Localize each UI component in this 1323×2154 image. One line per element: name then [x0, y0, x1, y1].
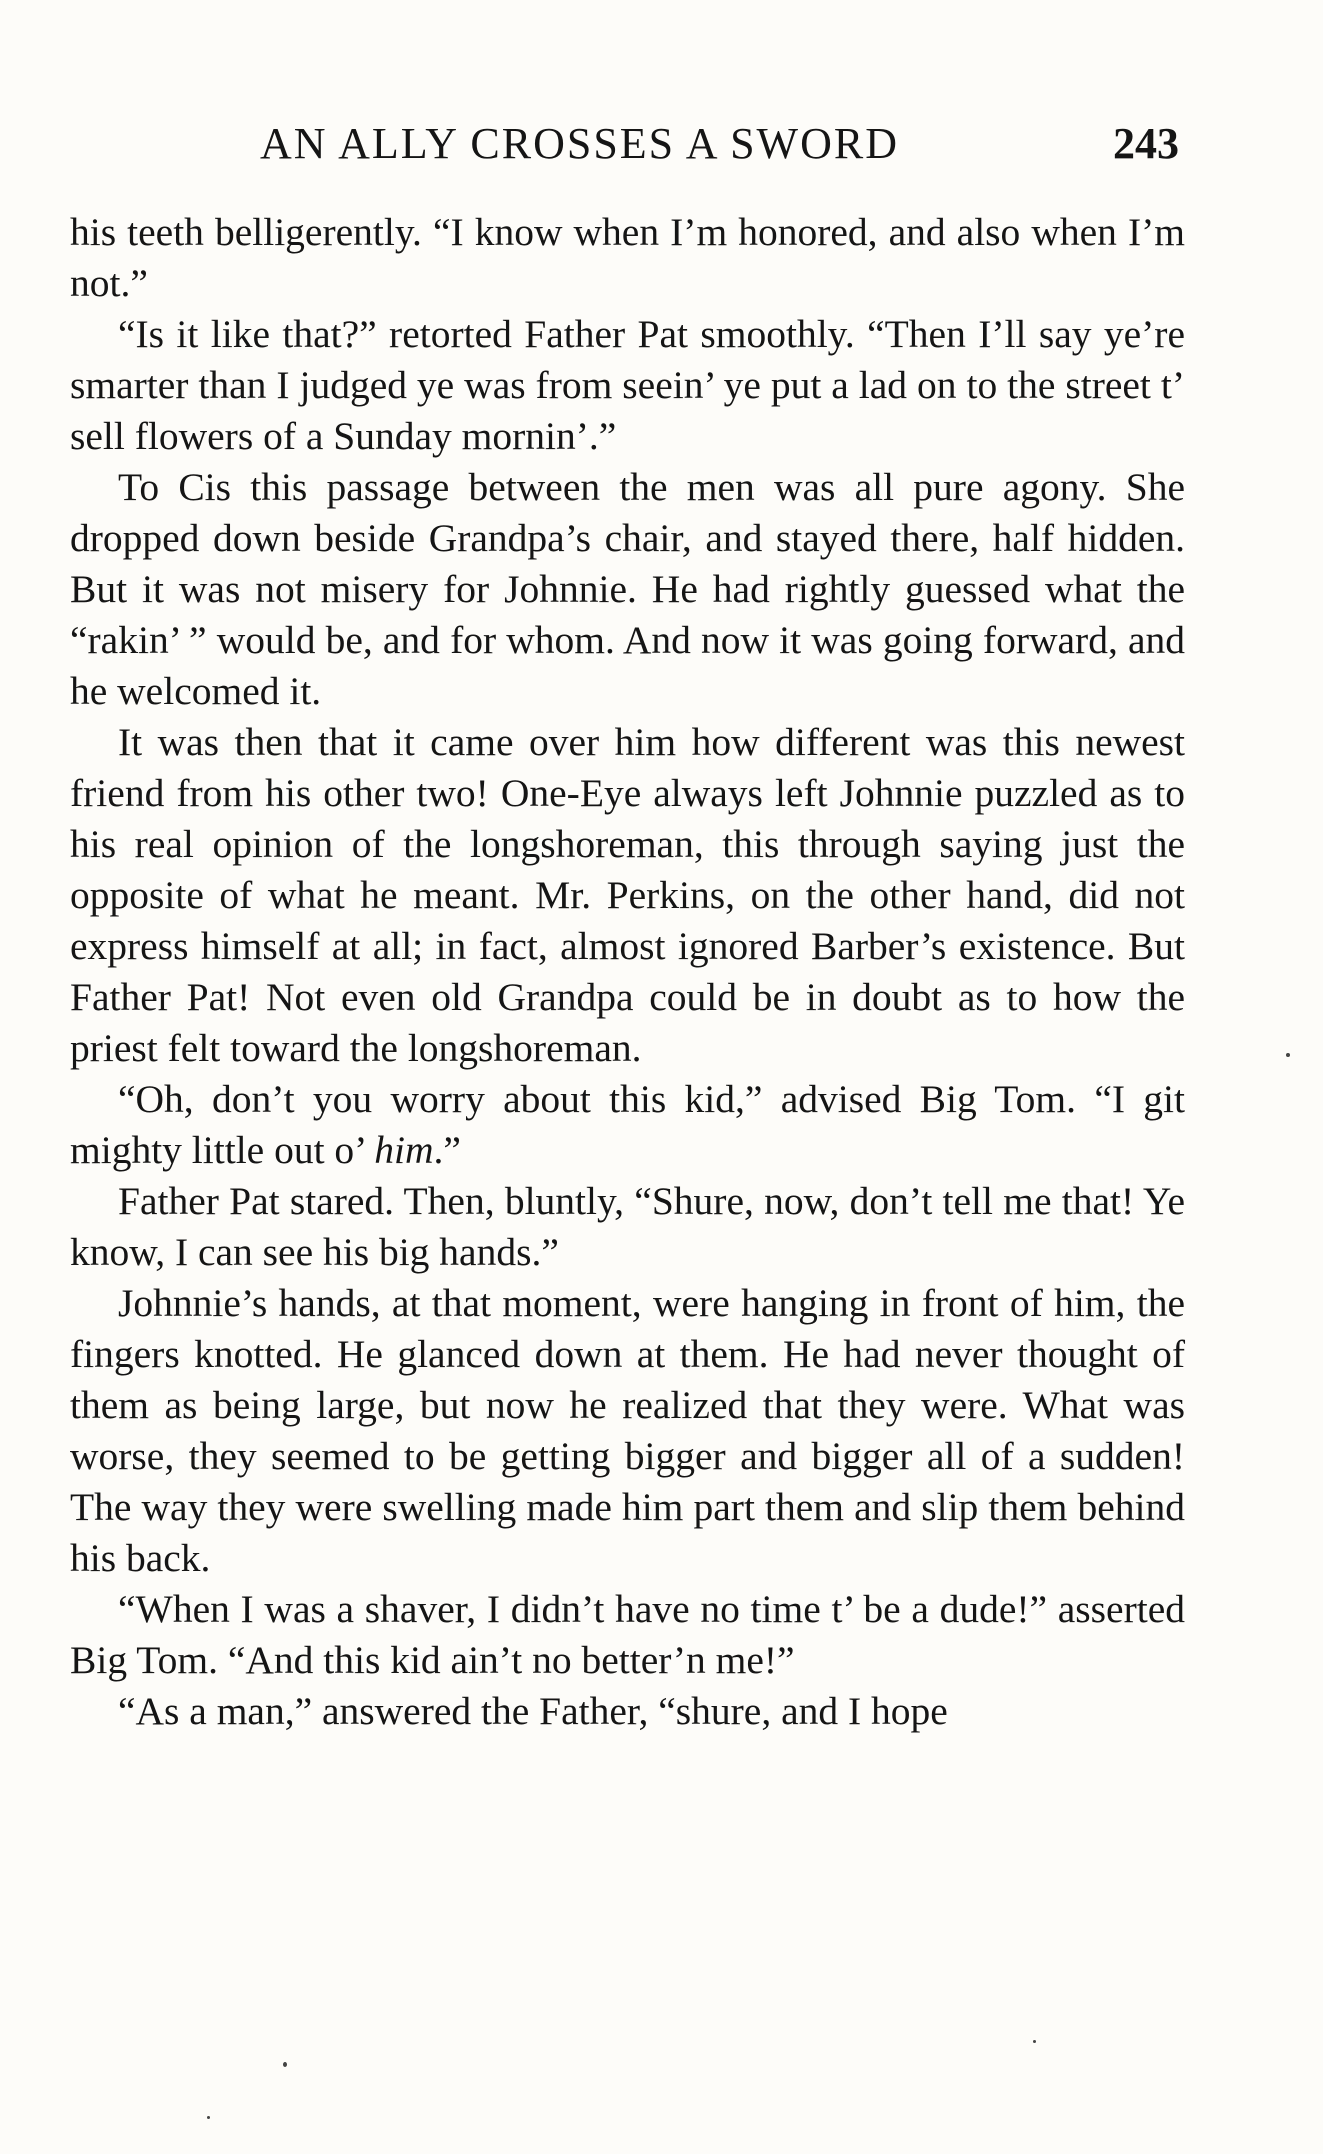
- paragraph-5: [70, 1074, 1185, 1176]
- scan-speck: [207, 2116, 210, 2119]
- page-number: 243: [1113, 119, 1179, 168]
- paragraph-8: “When I was a shaver, I didn’t have no time t’ be a dude!” asserted Big Tom. “And this kid ain’t no better’n me!”: [70, 1587, 1185, 1682]
- paragraph-7: Johnnie’s hands, at that moment, were hanging in front of him, the fingers knotted. He glanced down at them. He had never thought of them as being large, but now he realized that they were. What was worse, they seemed to be getting bigger and bigger all of a sudden! The way they were swelling made him part them and slip them behind his back.: [70, 1281, 1185, 1580]
- scan-speck: [1286, 1053, 1290, 1057]
- scan-speck: [1033, 2040, 1036, 2043]
- paragraph-3: To Cis this passage between the men was all pure agony. She dropped down beside Grandpa’s chair, and stayed there, half hidden. But it was not misery for Johnnie. He had rightly guessed what the “rakin’ ” would be, and for whom. And now it was going forward, and he welcomed it.: [70, 465, 1185, 713]
- paragraph-6: Father Pat stared. Then, bluntly, “Shure, now, don’t tell me that! Ye know, I can see his big hands.”: [70, 1179, 1185, 1274]
- paragraph-2: “Is it like that?” retorted Father Pat smoothly. “Then I’ll say ye’re smarter than I judged ye was from seein’ ye put a lad on to the street t’ sell flowers of a Sunday mornin’.”: [70, 312, 1185, 458]
- paragraph-5-tail: .”: [433, 1128, 461, 1172]
- running-head: [70, 118, 1185, 178]
- paragraph-5-emphasis: him: [374, 1128, 434, 1172]
- book-page: [70, 0, 1185, 2154]
- paragraph-9: “As a man,” answered the Father, “shure, and I hope: [118, 1689, 948, 1733]
- body-text: [70, 207, 1185, 1737]
- paragraph-4: It was then that it came over him how different was this newest friend from his other two! One-Eye always left Johnnie puzzled as to his real opinion of the longshoreman, this through saying just the opposite of what he meant. Mr. Perkins, on the other hand, did not express himself at all; in fact, almost ignored Barber’s existence. But Father Pat! Not even old Grandpa could be in doubt as to how the priest felt toward the longshoreman.: [70, 720, 1185, 1070]
- scan-speck: [283, 2062, 287, 2067]
- chapter-title: AN ALLY CROSSES A SWORD: [260, 119, 899, 168]
- paragraph-1: his teeth belligerently. “I know when I’m honored, and also when I’m not.”: [70, 210, 1185, 305]
- paragraph-5-text: “Oh, don’t you worry about this kid,” advised Big Tom. “I git mighty little out o’: [70, 1077, 1185, 1172]
